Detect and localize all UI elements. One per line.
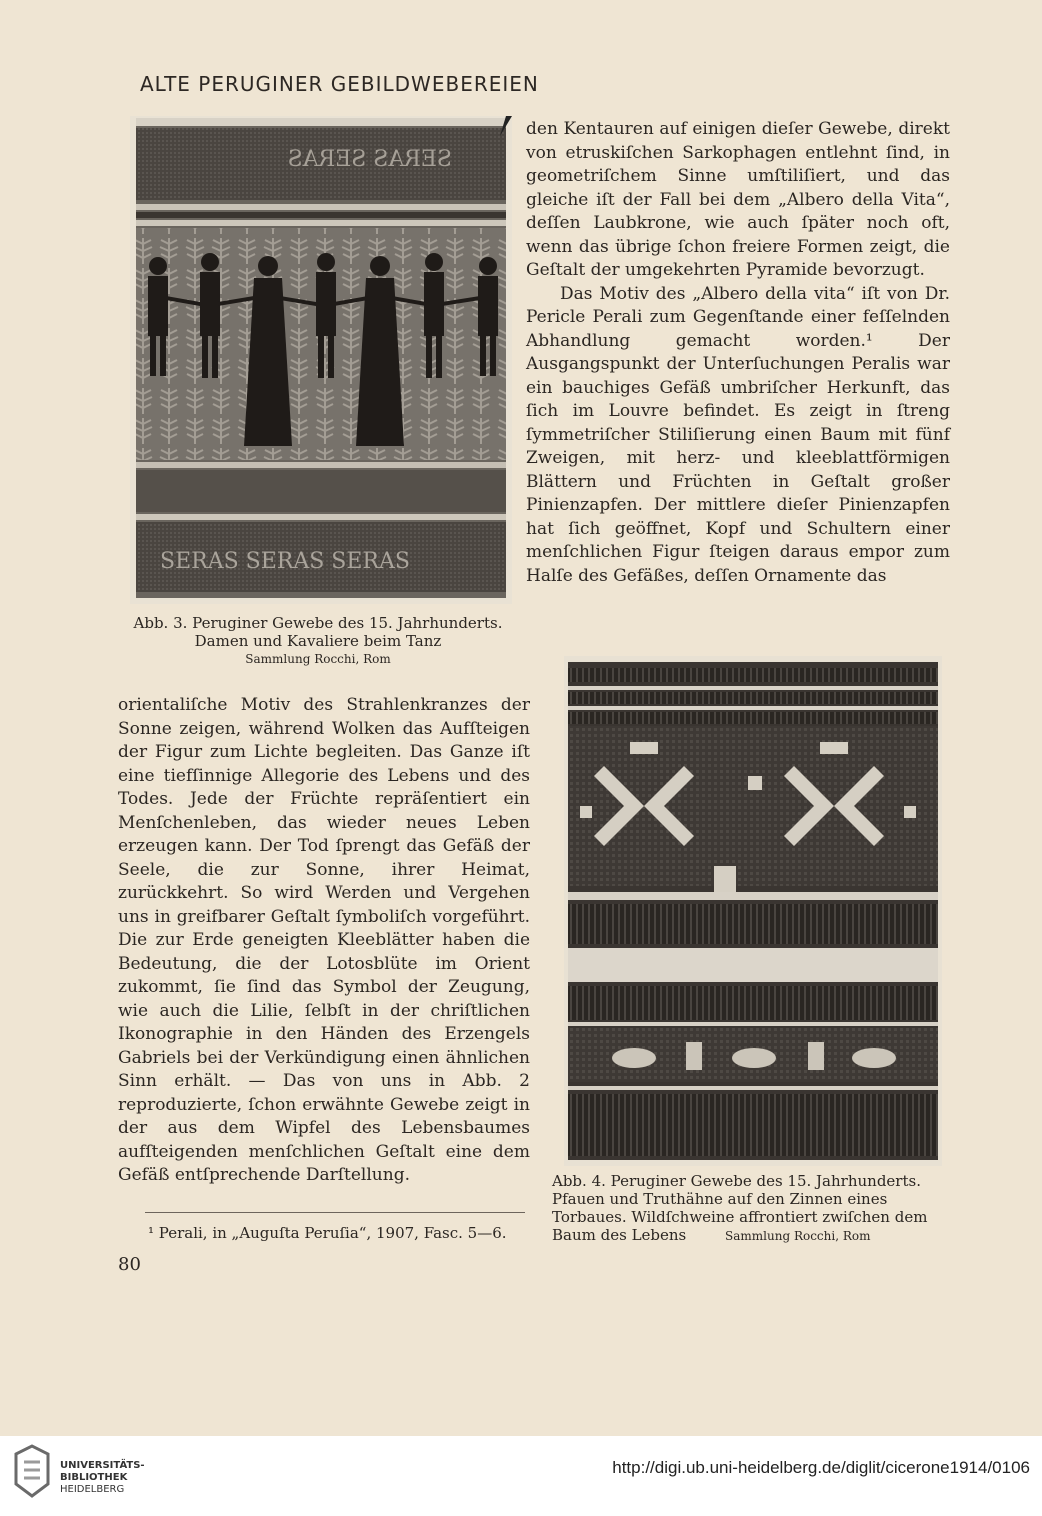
figure-4-caption — [552, 1172, 932, 1245]
library-logo-icon — [12, 1444, 52, 1500]
figure-3-caption-subtitle: Damen und Kavaliere beim Tanz — [194, 632, 442, 650]
source-url-link[interactable]: http://digi.ub.uni-heidelberg.de/diglit/cicerone1914/0106 — [612, 1458, 1030, 1477]
left-paragraph: orientaliſche Motiv des Strahlenkranzes der Sonne zeigen, während Wolken das Aufſteigen der Figur zum Lichte begleiten. Das Ganze iſt eine tiefſinnige Allegorie des Lebens und des Todes. Jede der Früchte repräſentiert ein Menſchenleben, das wieder neues Leben erzeugen kann. Der Tod ſprengt das Gefäß der Seele, die zur Sonne, ihrer Heimat, zurückkehrt. So wird Werden und Vergehen uns in greifbarer Geſtalt ſymboliſch vorgeführt. Die zur Erde geneigten Kleeblätter haben die Bedeutung, die der Lotosblüte im Orient zukommt, ſie ſind das Symbol der Zeugung, wie auch die Lilie, ſelbſt in der chriſtlichen Ikonographie in den Händen des Erzengels Gabriels bei der Verkündigung einen ähnlichen Sinn erhält. — Das von uns in Abb. 2 reproduzierte, ſchon erwähnte Gewebe zeigt in der aus dem Wipfel des Lebensbaumes aufſteigenden menſchlichen Geſtalt eine dem Gefäß entſprechende Darſtellung. — [118, 695, 530, 1185]
figure-4-caption-source: Sammlung Rocchi, Rom — [725, 1229, 871, 1243]
right-paragraph-1: den Kentauren auf einigen dieſer Gewebe, direkt von etruskiſchen Sarkophagen entlehnt ſind, in geometriſchem Sinne umſtiliſiert, und das gleiche iſt der Fall bei dem „Albero della Vita“, deſſen Laubkrone, wie auch ſpäter noch oft, wenn das übrige ſchon freiere Formen zeigt, die Geſtalt der umgekehrten Pyramide bevorzugt. — [526, 119, 950, 280]
figure-3-caption-title: Abb. 3. Peruginer Gewebe des 15. Jahrhunderts. — [133, 614, 503, 632]
figure-4-image — [564, 656, 942, 1166]
figure-3-image — [130, 116, 512, 604]
footnote-rule — [145, 1212, 525, 1213]
textile-dancers-illustration — [130, 116, 512, 604]
library-logo-text — [60, 1460, 145, 1496]
figure-3-caption — [118, 614, 518, 668]
page-number: 80 — [118, 1254, 141, 1275]
figure-3-caption-source: Sammlung Rocchi, Rom — [245, 652, 391, 666]
logo-line-2: BIBLIOTHEK — [60, 1472, 128, 1483]
logo-line-1: UNIVERSITÄTS- — [60, 1460, 145, 1471]
svg-text:SERAS SERAS: SERAS SERAS — [287, 147, 452, 172]
figure-4-caption-text: Abb. 4. Peruginer Gewebe des 15. Jahrhunderts. Pfauen und Truthähne auf den Zinnen eines Torbaues. Wildſchweine affrontiert zwiſchen dem Baum des Lebens — [552, 1172, 928, 1244]
right-column-text — [526, 118, 950, 588]
running-head: ALTE PERUGINER GEBILDWEBEREIEN — [140, 72, 539, 96]
logo-line-3: HEIDELBERG — [60, 1484, 125, 1495]
left-column-text — [118, 694, 530, 1188]
textile-birds-illustration — [564, 656, 942, 1166]
svg-text:SERAS SERAS SERAS: SERAS SERAS SERAS — [160, 549, 410, 574]
footnote: ¹ Perali, in „Auguſta Peruſia“, 1907, Fasc. 5—6. — [148, 1224, 507, 1242]
right-paragraph-2: Das Motiv des „Albero della vita“ iſt von Dr. Pericle Perali zum Gegenſtande einer feſſelnden Abhandlung gemacht worden.¹ Der Ausgangspunkt der Unterſuchungen Peralis war ein bauchiges Gefäß umbriſcher Herkunft, das ſich im Louvre befindet. Es zeigt in ſtreng ſymmetriſcher Stiliſierung einen Baum mit fünf Zweigen, mit herz- und kleeblattförmigen Blättern und Früchten in Geſtalt großer Pinienzapfen. Der mittlere dieſer Pinienzapfen hat ſich geöffnet, Kopf und Schultern einer menſchlichen Figur ſteigen daraus empor zum Halſe des Gefäßes, deſſen Ornamente das — [526, 283, 950, 586]
